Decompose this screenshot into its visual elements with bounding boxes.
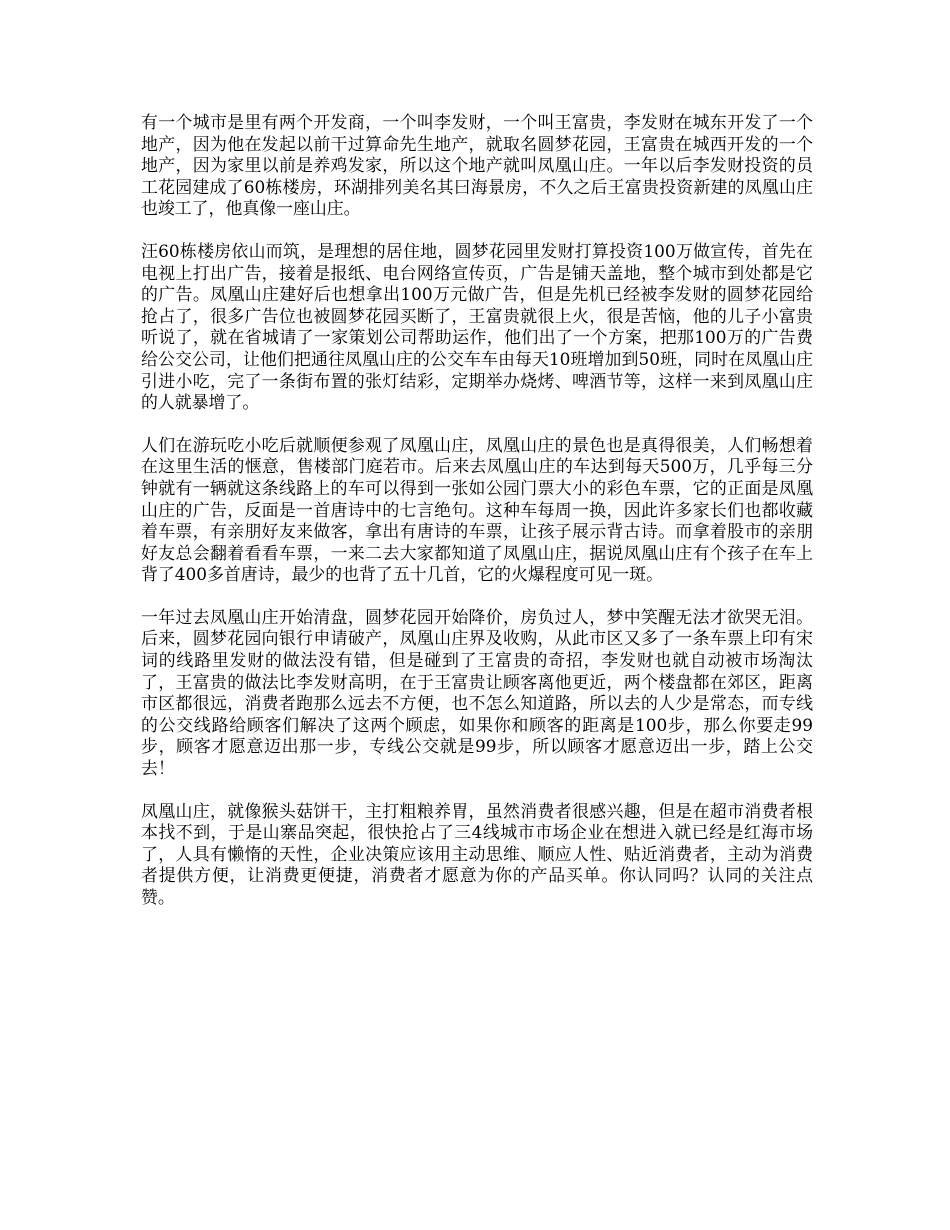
paragraph-3: 人们在游玩吃小吃后就顺便参观了凤凰山庄，凤凰山庄的景色也是真得很美，人们畅想着在这里生活的惬意，售楼部门庭若市。后来去凤凰山庄的车达到每天500万，几乎每三分钟就有一辆就这条线路上的车可以得到一张如公园门票大小的彩色车票，它的正面是凤凰山庄的广告，反面是一首唐诗中的七言绝句。这种车每周一换，因此许多家长们也都收藏着车票，有亲朋好友来做客，拿出有唐诗的车票，让孩子展示背古诗。而拿着股市的亲朋好友总会翻着看看车票，一来二去大家都知道了凤凰山庄，据说凤凰山庄有个孩子在车上背了400多首唐诗，最少的也背了五十几首，它的火爆程度可见一斑。 (141, 434, 813, 585)
document-body (141, 112, 813, 930)
paragraph-4: 一年过去凤凰山庄开始清盘，圆梦花园开始降价，房负过人，梦中笑醒无法才欲哭无泪。后来，圆梦花园向银行申请破产，凤凰山庄界及收购，从此市区又多了一条车票上印有宋词的线路里发财的做法没有错，但是碰到了王富贵的奇招，李发财也就自动被市场淘汰了，王富贵的做法比李发财高明，在于王富贵让顾客离他更近，两个楼盘都在郊区，距离市区都很远，消费者跑那么远去不方便，也不怎么知道路，所以去的人少是常态，而专线的公交线路给顾客们解决了这两个顾虑，如果你和顾客的距离是100步，那么你要走99步，顾客才愿意迈出那一步，专线公交就是99步，所以顾客才愿意迈出一步，踏上公交去！ (141, 606, 813, 779)
paragraph-1: 有一个城市是里有两个开发商，一个叫李发财，一个叫王富贵，李发财在城东开发了一个地产，因为他在发起以前干过算命先生地产，就取名圆梦花园，王富贵在城西开发的一个地产，因为家里以前是养鸡发家，所以这个地产就叫凤凰山庄。一年以后李发财投资的员工花园建成了60栋楼房，环湖排列美名其曰海景房，不久之后王富贵投资新建的凤凰山庄也竣工了，他真像一座山庄。 (141, 112, 813, 219)
paragraph-5: 凤凰山庄，就像猴头菇饼干，主打粗粮养胃，虽然消费者很感兴趣，但是在超市消费者根本找不到，于是山寨品突起，很快抢占了三4线城市市场企业在想进入就已经是红海市场了，人具有懒惰的天性，企业决策应该用主动思维、顺应人性、贴近消费者，主动为消费者提供方便，让消费更便捷，消费者才愿意为你的产品买单。你认同吗？认同的关注点赞。 (141, 800, 813, 907)
paragraph-2: 汪60栋楼房依山而筑，是理想的居住地，圆梦花园里发财打算投资100万做宣传，首先在电视上打出广告，接着是报纸、电台网络宣传页，广告是铺天盖地，整个城市到处都是它的广告。凤凰山庄建好后也想拿出100万元做广告，但是先机已经被李发财的圆梦花园给抢占了，很多广告位也被圆梦花园买断了，王富贵就很上火，很是苦恼，他的儿子小富贵听说了，就在省城请了一家策划公司帮助运作，他们出了一个方案，把那100万的广告费给公交公司，让他们把通往凤凰山庄的公交车车由每天10班增加到50班，同时在凤凰山庄引进小吃，完了一条街布置的张灯结彩，定期举办烧烤、啤酒节等，这样一来到凤凰山庄的人就暴增了。 (141, 240, 813, 413)
